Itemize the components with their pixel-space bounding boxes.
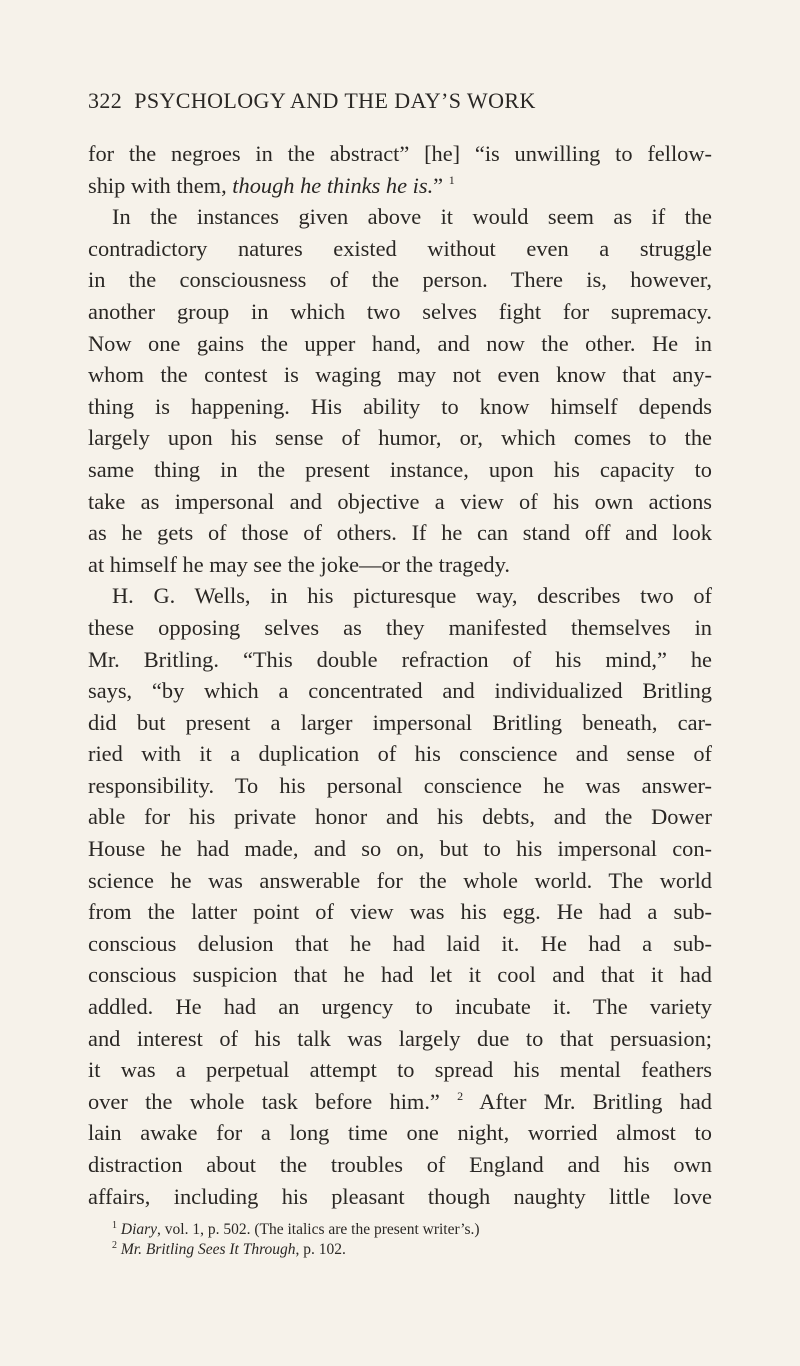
text-line: responsibility. To his personal conscience he was answer- [88,772,712,798]
book-page [88,88,712,1260]
text-line: says, “by which a concentrated and individualized Britling [88,678,712,704]
running-header [88,88,712,122]
text-line: distraction about the troubles of England and his own [88,1152,712,1177]
text-line: take as impersonal and objective a view of his own actions [88,488,712,514]
text-line: for the negroes in the abstract” [he] “is unwilling to fellow- [88,141,712,166]
body-text [88,138,712,1212]
text-line: another group in which two selves fight for supremacy. [88,298,712,324]
footnote-ref: 2 [457,1088,464,1103]
text-line: from the latter point of view was his egg. He had a sub- [88,899,712,925]
text-line: at himself he may see the joke—or the tragedy. [88,551,510,577]
text-line: thing is happening. His ability to know himself depends [88,393,712,419]
footnote-marker: 2 [112,1240,117,1252]
text-line: conscious delusion that he had laid it. He had a sub- [88,930,712,956]
text-line: conscious suspicion that he had let it cool and that it had [88,962,712,988]
text-line: Mr. Britling. “This double refraction of his mind,” he [88,646,712,672]
text-line: affairs, including his pleasant though naughty little love [88,1183,712,1209]
text-line: same thing in the present instance, upon his capacity to [88,456,712,482]
text-line: ried with it a duplication of his conscience and sense of [88,741,712,767]
paragraph-start: H. G. Wells, in his picturesque way, describes two of [112,583,712,609]
footnote-text: , p. 102. [295,1241,346,1259]
text-line: addled. He had an urgency to incubate it. The variety [88,994,712,1020]
text-line: and interest of his talk was largely due to that persuasion; [88,1025,712,1051]
text-line: these opposing selves as they manifested themselves in [88,614,712,640]
footnote-1 [112,1220,712,1240]
text-line: contradictory natures existed without even a struggle [88,235,712,261]
footnote-title: Diary [120,1221,158,1239]
text-line: did but present a larger impersonal Britling beneath, car- [88,709,712,735]
footnotes [88,1220,712,1260]
footnote-marker: 1 [112,1220,117,1232]
italic-quote: though he thinks he is. [232,172,434,198]
text-line: largely upon his sense of humor, or, which comes to the [88,425,712,451]
text-line: it was a perpetual attempt to spread his mental feathers [88,1057,712,1083]
text-line: Now one gains the upper hand, and now the other. He in [88,330,712,356]
text-line: in the consciousness of the person. There is, however, [88,267,712,293]
text-line: science he was answerable for the whole world. The world [88,867,712,893]
text-line: able for his private honor and his debts, and the Dower [88,804,712,830]
text-line: lain awake for a long time one night, worried almost to [88,1120,712,1146]
footnote-2 [112,1240,712,1260]
footnote-ref: 1 [448,172,455,187]
text-line: ship with them, though he thinks he is.” $^1$ [88,172,455,198]
footnote-text: , vol. 1, p. 502. (The italics are the present writer’s.) [157,1221,480,1239]
page-number: 322 [88,88,123,113]
footnote-title: Mr. Britling Sees It Through [120,1241,296,1259]
text-line: over the whole task before him.” $^2$ After Mr. Britling had [88,1088,712,1114]
text-line: House he had made, and so on, but to his impersonal con- [88,836,712,862]
text-line: whom the contest is waging may not even know that any- [88,362,712,388]
text-line: as he gets of those of others. If he can stand off and look [88,520,712,546]
paragraph-start: In the instances given above it would seem as if the [112,204,712,230]
running-title: PSYCHOLOGY AND THE DAY’S WORK [134,88,536,113]
